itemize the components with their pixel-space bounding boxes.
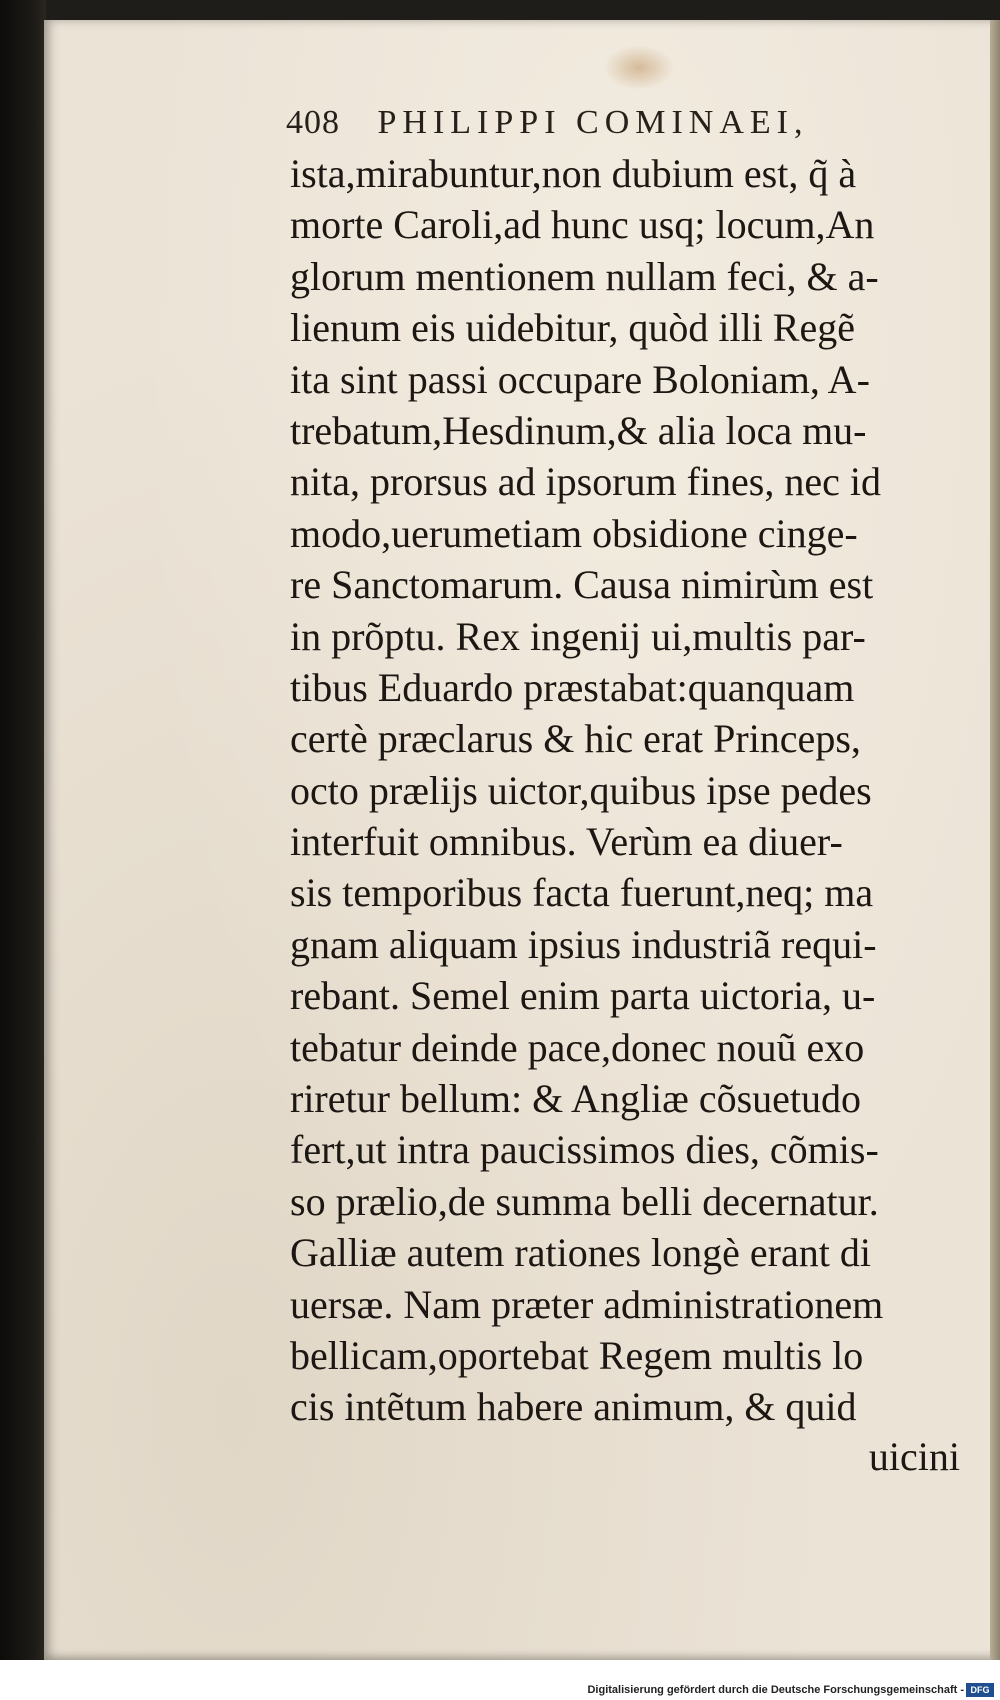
- text-line: rebant. Semel enim parta uictoria, u-: [290, 973, 876, 1019]
- page-edge: [990, 20, 1000, 1660]
- body-text: [290, 148, 960, 1433]
- text-line: tebatur deinde pace,donec nouũ exo: [290, 1024, 865, 1070]
- text-line: tibus Eduardo præstabat:quanquam: [290, 664, 855, 710]
- text-line: ita sint passi occupare Boloniam, A-: [290, 356, 870, 402]
- running-head: [286, 104, 926, 148]
- paper-stain: [604, 45, 674, 90]
- dfg-logo: DFG: [966, 1683, 994, 1697]
- catchword: uicini: [868, 1434, 960, 1479]
- text-line: fert,ut intra paucissimos dies, cõmis-: [290, 1127, 879, 1173]
- text-line: octo prælijs uictor,quibus ipse pedes: [290, 767, 872, 813]
- text-line: uersæ. Nam præter administrationem: [290, 1281, 884, 1327]
- text-line: glorum mentionem nullam feci, & a-: [290, 253, 879, 299]
- text-line: cis intẽtum habere animum, & quid: [290, 1384, 857, 1430]
- digitization-credit: Digitalisierung gefördert durch die Deutsche Forschungsgemeinschaft -: [587, 1684, 964, 1696]
- text-line: bellicam,oportebat Regem multis lo: [290, 1332, 864, 1378]
- running-title: PHILIPPI COMINAEI,: [377, 104, 809, 141]
- text-line: re Sanctomarum. Causa nimirùm est: [290, 562, 874, 608]
- text-line: trebatum,Hesdinum,& alia loca mu-: [290, 407, 867, 453]
- text-line: lienum eis uidebitur, quòd illi Regẽ: [290, 305, 855, 351]
- text-line: modo,uerumetiam obsidione cinge-: [290, 510, 858, 556]
- text-line: riretur bellum: & Angliæ cõsuetudo: [290, 1076, 862, 1122]
- text-line: nita, prorsus ad ipsorum fines, nec id: [290, 459, 881, 505]
- text-line: Galliæ autem rationes longè erant di: [290, 1230, 871, 1276]
- text-line: sis temporibus facta fuerunt,neq; ma: [290, 870, 874, 916]
- book-gutter-shadow: [0, 0, 46, 1700]
- page-number: 408: [286, 104, 340, 141]
- text-line: morte Caroli,ad hunc usq; locum,An: [290, 202, 875, 248]
- text-line: interfuit omnibus. Verùm ea diuer-: [290, 819, 843, 865]
- text-line: so prælio,de summa belli decernatur.: [290, 1178, 879, 1224]
- text-line: in prõptu. Rex ingenij ui,multis par-: [290, 613, 866, 659]
- text-line: ista,mirabuntur,non dubium est, q̃ à: [290, 151, 857, 196]
- text-line: certè præclarus & hic erat Princeps,: [290, 716, 861, 762]
- text-line: gnam aliquam ipsius industriã requi-: [290, 921, 877, 967]
